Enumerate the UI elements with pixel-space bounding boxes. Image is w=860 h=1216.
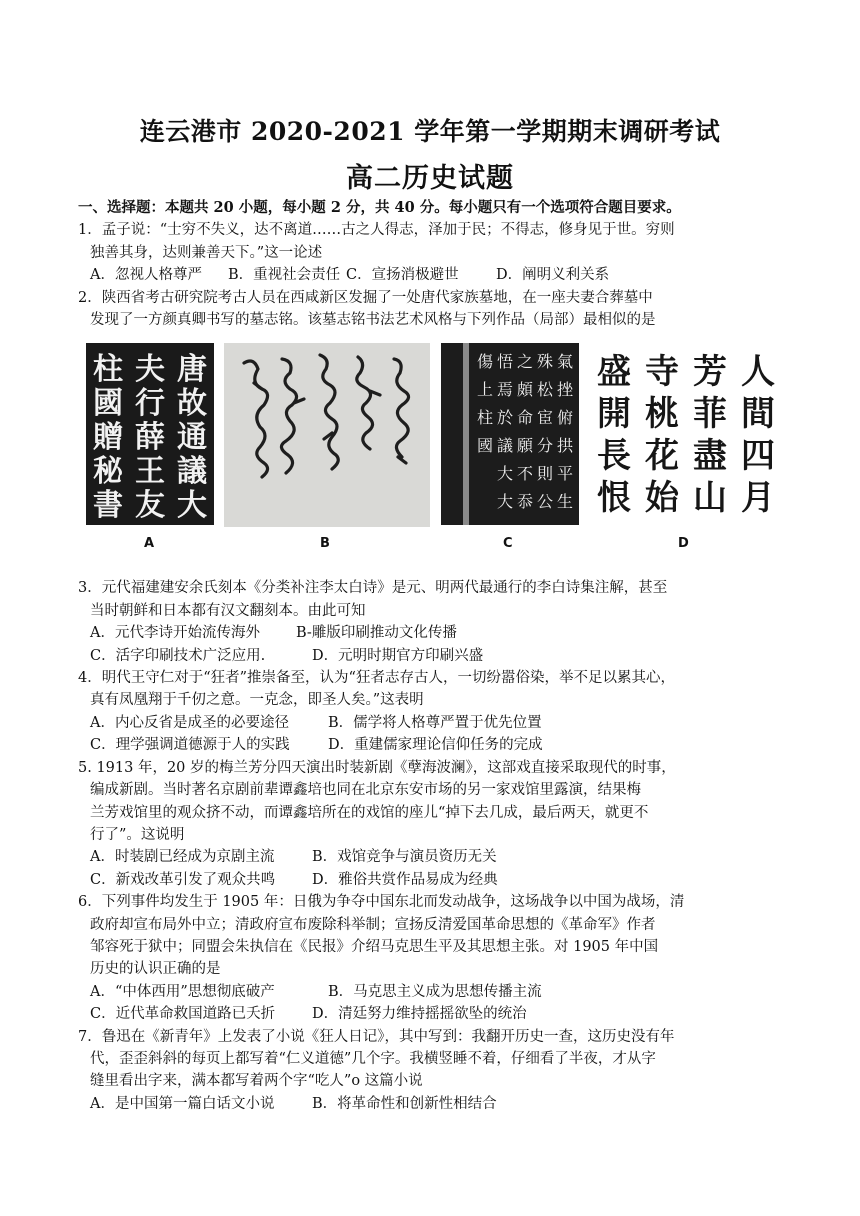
question-7-line-3: 缝里看出字来，满本都写着两个字“吃人”o 这篇小说: [90, 1073, 423, 1090]
question-1-line-2: 独善其身，达则兼善天下。”这一论述: [90, 244, 323, 261]
figure-b-label: B: [320, 536, 330, 552]
question-5-options: [78, 846, 798, 868]
option-b[interactable]: B．马克思主义成为思想传播主流: [328, 983, 542, 1000]
option-d[interactable]: D．雅俗共赏作品易成为经典: [312, 871, 498, 888]
question-6-options: [78, 981, 798, 1003]
question-4-line-2: 真有凤凰翔于千仞之意。一克念，即圣人矣。”这表明: [90, 692, 424, 709]
figure-c-char-26: 上: [476, 380, 494, 400]
figure-c-char-16: 願: [516, 436, 534, 456]
question-4-line-1: 4．明代王守仁对于“狂者”推崇备至，认为“狂者志存古人，一切纷嚣俗染，举不足以累其心，: [78, 670, 675, 687]
question-2: [78, 287, 798, 574]
figure-b-cursive: [224, 343, 430, 527]
section-heading: 一、选择题：本题共 20 小题，每小题 2 分，共 40 分。每小题只有一个选项符合题目要求。: [78, 199, 681, 216]
exam-subtitle: 高二历史试题: [346, 163, 514, 194]
figure-a-char-4: 議: [177, 454, 207, 490]
figure-d-char-6: 菲: [693, 394, 727, 435]
question-3-line-1: 3．元代福建建安余氏刻本《分类补注李太白诗》是元、明两代最通行的李白诗集注解，甚至: [78, 580, 668, 597]
figure-c-char-21: 於: [496, 408, 514, 428]
question-6-line-4: 历史的认识正确的是: [90, 961, 221, 978]
question-1-options: [78, 264, 798, 286]
figure-c-char-3: 俯: [556, 408, 574, 428]
figure-d-char-10: 桃: [645, 394, 679, 435]
figure-c-char-20: 焉: [496, 380, 514, 400]
option-a[interactable]: A．时装剧已经成为京剧主流: [90, 849, 275, 866]
figure-a-char-7: 行: [135, 386, 165, 422]
figure-a-char-9: 王: [135, 454, 165, 490]
figure-a-char-1: 唐: [177, 352, 207, 388]
figure-c-char-15: 命: [516, 408, 534, 428]
question-2-line-1: 2．陕西省考古研究院考古人员在西咸新区发掘了一处唐代家族墓地，在一座夫妻合葬墓中: [78, 289, 653, 306]
option-a[interactable]: A．元代李诗开始流传海外: [90, 625, 260, 642]
option-d[interactable]: D．元明时期官方印刷兴盛: [312, 647, 484, 664]
figure-c-char-23: 大: [496, 464, 514, 484]
option-d[interactable]: D．清廷努力维持摇摇欲坠的统治: [312, 1006, 527, 1023]
question-5: [78, 757, 798, 891]
figure-a-char-14: 秘: [93, 454, 123, 490]
figure-a-char-3: 通: [177, 420, 207, 456]
figure-c-label: C: [503, 536, 513, 552]
option-b[interactable]: B-雕版印刷推动文化传播: [296, 625, 457, 642]
question-3-options-2: [78, 645, 798, 667]
question-7-line-2: 代，歪歪斜斜的每页上都写着“仁义道德”几个字。我横竖睡不着，仔细看了半夜，才从字: [90, 1050, 656, 1067]
figure-c-char-5: 平: [556, 464, 574, 484]
figure-c-char-8: 松: [536, 380, 554, 400]
option-b[interactable]: B．儒学将人格尊严置于优先位置: [328, 714, 542, 731]
question-6: [78, 891, 798, 1025]
figure-c-char-9: 宦: [536, 408, 554, 428]
figure-a-char-11: 柱: [93, 352, 123, 388]
question-1-line-1: 1．孟子说：“士穷不失义，达不离道……古之人得志，泽加于民；不得志，修身见于世。穷则: [78, 222, 675, 239]
figure-c-char-25: 傷: [476, 352, 494, 372]
option-c[interactable]: C．理学强调道德源于人的实践: [90, 737, 290, 754]
question-3: [78, 577, 798, 667]
question-5-options-2: [78, 869, 798, 891]
figure-c: [441, 343, 579, 552]
figure-d-char-15: 長: [597, 436, 631, 477]
question-1: [78, 219, 798, 286]
figure-a-char-6: 夫: [135, 352, 165, 388]
option-c[interactable]: C．宣扬消极避世: [346, 267, 459, 284]
figure-d-char-2: 間: [741, 394, 775, 435]
figure-d: [586, 343, 782, 552]
figure-a-char-12: 國: [93, 386, 123, 422]
option-a[interactable]: A．“中体西用”思想彻底破产: [90, 983, 275, 1000]
figure-a-rubbing: [86, 343, 214, 525]
option-b[interactable]: B．戏馆竞争与演员资历无关: [312, 849, 497, 866]
question-7: [78, 1026, 798, 1116]
option-a[interactable]: A．忽视人格尊严: [90, 267, 202, 284]
figure-b: [224, 343, 430, 552]
figure-c-char-1: 氣: [556, 352, 574, 372]
figure-a-char-13: 贈: [93, 420, 123, 456]
figure-a-char-10: 友: [135, 488, 165, 524]
figure-d-char-9: 寺: [645, 352, 679, 393]
question-7-line-1: 7．鲁迅在《新青年》上发表了小说《狂人日记》，其中写到：我翻开历史一查，这历史没有年: [78, 1028, 675, 1045]
question-7-options: [78, 1093, 798, 1115]
figure-c-char-2: 挫: [556, 380, 574, 400]
figure-c-char-13: 之: [516, 352, 534, 372]
option-a[interactable]: A．是中国第一篇白话文小说: [90, 1095, 275, 1112]
figure-a-char-5: 大: [177, 488, 207, 524]
figure-c-rubbing: [441, 343, 579, 525]
exam-title: 连云港市 2020-2021 学年第一学期期末调研考试: [139, 117, 721, 146]
question-3-options: [78, 622, 798, 644]
figure-d-char-8: 山: [693, 478, 727, 519]
figure-c-char-18: 忝: [516, 492, 534, 512]
option-d[interactable]: D．阐明义利关系: [496, 267, 610, 284]
figure-d-char-16: 恨: [597, 478, 631, 519]
question-4-options: [78, 712, 798, 734]
figure-d-char-4: 月: [741, 478, 775, 519]
question-5-line-3: 兰芳戏馆里的观众挤不动，而谭鑫培所在的戏馆的座儿“掉下去几成，最后两天，就更不: [90, 804, 649, 821]
figure-c-char-10: 分: [536, 436, 554, 456]
question-5-line-2: 编成新剧。当时著名京剧前辈谭鑫培也同在北京东安市场的另一家戏馆里露演，结果梅: [90, 782, 641, 799]
figure-c-char-7: 殊: [536, 352, 554, 372]
figure-d-seal-script: [586, 343, 782, 525]
option-b[interactable]: B．重视社会责任: [228, 267, 341, 284]
figure-a-label: A: [144, 536, 155, 552]
figure-c-char-28: 國: [476, 436, 494, 456]
figure-d-char-13: 盛: [597, 352, 631, 393]
question-6-line-2: 政府却宣布局外中立；清政府宣布废除科举制；宣扬反清爱国革命思想的《革命军》作者: [90, 916, 656, 933]
option-a[interactable]: A．内心反省是成圣的必要途径: [90, 714, 289, 731]
figure-a-char-2: 故: [177, 386, 207, 422]
figure-c-char-4: 拱: [556, 436, 574, 456]
calligraphy-figures: [78, 343, 798, 573]
figure-d-char-7: 盡: [693, 436, 727, 477]
question-5-line-4: 行了”。这说明: [90, 826, 185, 843]
figure-c-char-6: 生: [556, 492, 574, 512]
figure-a-char-15: 書: [93, 488, 123, 524]
figure-d-char-5: 芳: [693, 352, 727, 393]
figure-a-char-8: 薛: [135, 420, 165, 456]
figure-c-char-22: 議: [496, 436, 514, 456]
question-5-line-1: 5. 1913 年，20 岁的梅兰芳分四天演出时装新剧《孽海波澜》，这部戏直接采取现代的时事，: [78, 759, 676, 776]
figure-c-char-14: 頗: [516, 380, 534, 400]
figure-c-char-17: 不: [516, 464, 534, 484]
figure-d-char-12: 始: [645, 478, 679, 519]
figure-c-char-24: 大: [496, 492, 514, 512]
option-b[interactable]: B．将革命性和创新性相结合: [312, 1095, 497, 1112]
option-c[interactable]: C．活字印刷技术广泛应用.: [90, 647, 266, 664]
question-2-line-2: 发现了一方颜真卿书写的墓志铭。该墓志铭书法艺术风格与下列作品（局部）最相似的是: [90, 312, 656, 329]
figure-d-label: D: [678, 536, 689, 552]
figure-c-char-19: 悟: [496, 352, 514, 372]
option-c[interactable]: C．新戏改革引发了观众共鸣: [90, 871, 276, 888]
figure-c-char-11: 則: [536, 464, 554, 484]
figure-d-char-11: 花: [645, 436, 679, 477]
question-4: [78, 667, 798, 757]
figure-d-char-3: 四: [741, 436, 775, 477]
question-3-line-2: 当时朝鲜和日本都有汉文翻刻本。由此可知: [90, 602, 366, 619]
figure-c-char-27: 柱: [476, 408, 494, 428]
figure-d-char-1: 人: [741, 352, 775, 393]
figure-a: [86, 343, 214, 552]
exam-content: [78, 197, 798, 1115]
option-c[interactable]: C．近代革命救国道路已夭折: [90, 1006, 276, 1023]
question-6-line-3: 邹容死于狱中；同盟会朱执信在《民报》介绍马克思生平及其思想主张。对 1905 年中国: [90, 938, 659, 955]
figure-c-char-12: 公: [536, 492, 554, 512]
question-6-options-2: [78, 1003, 798, 1025]
option-d[interactable]: D．重建儒家理论信仰任务的完成: [328, 737, 543, 754]
figure-d-char-14: 開: [597, 394, 631, 435]
question-6-line-1: 6．下列事件均发生于 1905 年：日俄为争夺中国东北而发动战争，这场战争以中国为战场，清: [78, 894, 685, 911]
question-4-options-2: [78, 734, 798, 756]
